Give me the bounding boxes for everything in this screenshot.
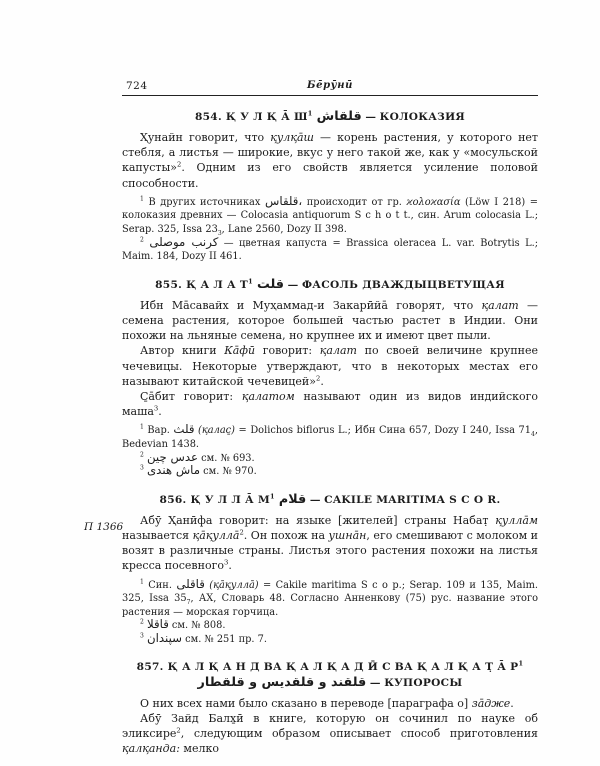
text-run: — цветная капуста = Brassica oleracea L. var. Botrytis L.; Maim. 184, Dozy II 461.: [122, 237, 538, 263]
footnote: [122, 576, 538, 620]
text-run: — семена растения, которое большей частью растет в Индии. Они похожи на льняные семена, но крупнее их и имеют цвет пыли.: [122, 298, 538, 343]
text-run: 2: [176, 726, 181, 735]
text-run: = Dolichos biflorus L.; Ибн Сина 657, Dozy I 240, Issa 71: [235, 425, 531, 437]
text-run: 3: [140, 632, 144, 640]
text-run: , АХ, Словарь 48. Согласно Анненкову (75) рус. название этого растения — морская горчица.: [122, 593, 538, 618]
text-run: , Lane 2560, Dozy II 398.: [221, 224, 347, 235]
text-run: қалат: [481, 298, 519, 312]
arabic-text-run: قلت: [257, 275, 284, 291]
text-block: [84, 0, 539, 756]
text-run: О них всех нами было сказано в переводе [параграфа о]: [140, 696, 472, 710]
section-854-footnotes: [122, 193, 539, 264]
section-854-heading: [122, 110, 538, 123]
text-run: . Он похож на: [243, 528, 329, 542]
section-857-heading-line1: [122, 661, 538, 673]
footnote: [122, 630, 538, 647]
text-run: 857. Қ А Л Қ А Н Д ВА Қ А Л Қ А Д Ӣ С ВА Қ А Л Қ А Т̣ А̄ Р: [136, 660, 519, 673]
text-run: ϰολοϰασία: [406, 196, 461, 208]
arabic-text-run: كرنب موصلى: [149, 234, 219, 249]
page-header: [122, 80, 538, 96]
footnote: [122, 234, 538, 264]
footnote: [122, 424, 538, 451]
text-run: 2: [140, 451, 144, 459]
text-run: қалат: [319, 344, 357, 358]
arabic-text-run: عدس چين: [146, 449, 198, 464]
text-run: 2: [140, 236, 144, 244]
text-run: — CAKILE MARITIMA S C O R.: [306, 493, 501, 506]
text-run: говорит:: [255, 344, 320, 358]
text-run: 1: [307, 109, 313, 118]
text-run: қулла̄м: [495, 513, 538, 527]
section-855-footnotes: [122, 424, 538, 478]
section-857-heading-line2: [122, 673, 538, 689]
text-run: см. № 970.: [200, 466, 257, 478]
footnote: [122, 465, 538, 479]
header-rule: [122, 95, 538, 96]
text-run: 1: [518, 659, 524, 668]
text-run: 1: [140, 424, 144, 432]
section-856-paragraph-wrap: [84, 513, 538, 574]
section-856-heading: [122, 490, 538, 506]
text-run: .: [510, 696, 514, 710]
text-run: Вар.: [143, 425, 174, 437]
text-run: Ибн Ма̄савайх и Муҳаммад-и Закарӣйа̄ говорят, что: [140, 298, 482, 312]
text-run: см. № 251 пр. 7.: [181, 633, 268, 645]
text-run: В других источниках: [143, 196, 266, 208]
text-run: = Cakile maritima S c o p.; Serap. 109 и 135, Maim. 325, Issa 35: [122, 579, 538, 605]
text-run: .: [158, 405, 162, 419]
arabic-text-run: قلث: [173, 422, 195, 437]
page-number: 724: [126, 80, 148, 92]
section-855-paragraph: [122, 389, 538, 419]
text-run: 1: [140, 578, 144, 586]
text-run: ушна̄н: [328, 528, 367, 542]
section-857: [122, 661, 538, 757]
footnote: [122, 619, 538, 633]
text-run: — КОЛОКАЗИЯ: [361, 111, 466, 123]
section-857-paragraph: [122, 711, 538, 757]
text-run: 3: [153, 404, 159, 413]
text-run: Ҳунайн говорит, что: [140, 131, 271, 144]
text-run: называют один из видов индийского маша: [122, 390, 539, 419]
arabic-text-run: قلام: [278, 490, 307, 506]
text-run: 3: [223, 558, 229, 567]
text-run: (Löw I 218) = колоказия древних — Colocasia antiquorum S c h o t t., син. Arum colocasia L.; Serap. 325, Issa 23: [122, 196, 539, 235]
section-856: [84, 490, 538, 647]
section-856-footnotes: [122, 576, 538, 647]
footnote: [122, 193, 539, 237]
text-run: 2: [140, 619, 144, 627]
text-run: см. № 693.: [198, 452, 255, 464]
text-run: . Одним из его свойств является усиление половой способности.: [122, 161, 538, 190]
text-run: қулқа̄ш: [270, 131, 314, 144]
section-855-heading: [122, 275, 538, 291]
section-854-paragraph: [122, 130, 538, 191]
text-run: Абӯ Ҳанӣфа говорит: на языке [жителей] страны Набат̣: [140, 513, 496, 527]
text-run: называется: [122, 528, 193, 542]
text-run: Автор книги: [140, 344, 225, 358]
text-run: 1: [140, 195, 144, 203]
section-857-paragraph: [122, 696, 538, 711]
section-855-paragraph: [122, 298, 538, 344]
text-run: қа̄қулла̄: [192, 528, 240, 542]
text-run: .: [320, 374, 324, 388]
text-run: по своей величине крупнее чечевицы. Некоторые утверждают, что в некоторых местах его называют китайской чечевицей»: [122, 344, 539, 388]
text-run: 2: [315, 374, 321, 383]
text-run: , Bedevian 1438.: [122, 425, 538, 450]
text-run: 3: [140, 464, 144, 472]
text-run: , следующим образом описывает способ приготовления: [180, 726, 538, 740]
text-run: , его смешивают с молоком и возят в различные страны. Листья этого растения похожи на листья кресса посевного: [122, 528, 538, 573]
text-run: 3: [217, 229, 222, 237]
text-run: қалатом: [241, 390, 295, 403]
section-854: [122, 110, 538, 264]
text-run: — корень растения, у которого нет стебля, а листья — широкие, вкус у него такой же, как у «мосульской капусты»: [122, 131, 538, 175]
text-run: 1: [248, 277, 253, 286]
text-run: 2: [239, 528, 244, 537]
section-856-paragraph: [122, 513, 538, 574]
arabic-text-run: قلقاش: [316, 108, 362, 123]
text-run: 856. Қ У Л Л А̄ М: [159, 493, 270, 506]
text-run: 1: [270, 492, 275, 501]
text-run: происходит от гр.: [302, 196, 407, 208]
text-run: 4: [531, 431, 535, 439]
text-run: 2: [176, 160, 182, 169]
arabic-text-run: قاقلا: [146, 617, 169, 632]
arabic-text-run: ماش هندى: [146, 463, 201, 478]
arabic-text-run: سپندان: [146, 630, 182, 645]
text-run: — ФАСОЛЬ ДВАЖДЫЦВЕТУЩАЯ: [283, 278, 505, 291]
text-run: 855. Қ А Л А Т: [155, 278, 249, 291]
text-run: (қалас̱): [198, 425, 235, 437]
text-run: (қа̄қулла̄): [209, 579, 259, 591]
margin-note: П 1366: [84, 520, 124, 533]
text-run: 7: [186, 599, 191, 607]
text-run: .: [228, 559, 232, 573]
running-title: Бе̄рӯнӣ: [306, 80, 354, 91]
arabic-text-run: قلقاس،: [265, 193, 303, 208]
text-run: мелко: [179, 742, 219, 756]
text-run: Син.: [143, 579, 177, 591]
text-run: Ка̄фӣ: [224, 344, 256, 358]
text-run: 854. Қ У Л Қ А̄ Ш: [194, 111, 308, 123]
section-855: [122, 275, 539, 479]
text-run: — КУПОРОСЫ: [366, 676, 463, 689]
section-855-paragraph: [122, 343, 538, 389]
arabic-text-run: قلقند و قلقديس و قلقطار: [197, 673, 367, 689]
text-run: за̄дже: [471, 696, 511, 710]
text-run: қалқанда:: [122, 742, 180, 756]
text-run: см. № 808.: [168, 620, 226, 632]
text-run: Абӯ Зайд Балх̱ӣ в книге, которую он сочинил по науке об эликсире: [122, 711, 538, 740]
arabic-text-run: قاقلى: [176, 576, 205, 591]
text-run: С̱а̄бит говорит:: [140, 390, 242, 403]
